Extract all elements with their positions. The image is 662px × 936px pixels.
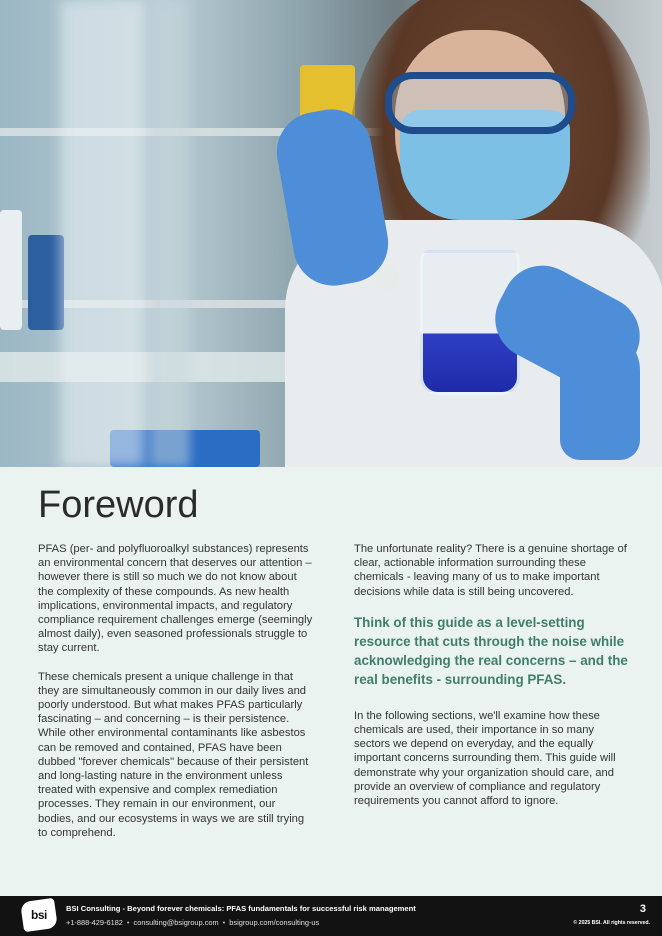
copyright: © 2025 BSI. All rights reserved. [573, 920, 650, 926]
hero-photo [0, 0, 662, 467]
right-column [354, 542, 632, 822]
foreground-blur [60, 0, 145, 467]
page-title: Foreword [38, 484, 199, 526]
pull-quote: Think of this guide as a level-setting resource that cuts through the noise while acknowledging the real concerns – and the real benefits - surrounding PFAS. [354, 614, 628, 687]
page-number: 3 [639, 903, 646, 915]
left-column [38, 542, 314, 854]
right-glove-wrist [560, 330, 640, 460]
body-paragraph: PFAS (per- and polyfluoroalkyl substances) represents an environmental concern that deserves our attention – however there is still so much we do not know about the complexity of these compounds. As new health implications, environmental impacts, and regulatory compliance requirement challenges emerge (seemingly almost daily), even seasoned professionals struggle to stay current. [38, 543, 313, 655]
lab-bottle [28, 235, 64, 330]
safety-goggles [385, 72, 575, 134]
page-footer [0, 896, 662, 936]
separator: • [126, 918, 130, 927]
footer-contact [66, 918, 319, 927]
lab-bottle [0, 210, 22, 330]
bsi-logo [20, 898, 58, 932]
body-paragraph: The unfortunate reality? There is a genuine shortage of clear, actionable information surrounding these chemicals - leaving many of us to make important decisions while data is still being uncovered. [354, 543, 627, 598]
body-paragraph: In the following sections, we'll examine how these chemicals are used, their importance in so many sectors we depend on everyday, and the equally important concerns surrounding them. This guide will demonstrate why your organization should care, and provide an overview of compliance and regulatory requirements you cannot afford to ignore. [354, 709, 616, 808]
email-link[interactable]: consulting@bsigroup.com [133, 918, 219, 927]
footer-title: BSI Consulting - Beyond forever chemicals: PFAS fundamentals for successful risk management [66, 904, 416, 913]
website-link[interactable]: bsigroup.com/consulting-us [229, 918, 320, 927]
phone-number[interactable]: +1-888-429-6182 [66, 918, 123, 927]
separator: • [222, 918, 226, 927]
foreground-blur [150, 0, 190, 467]
body-paragraph: These chemicals present a unique challenge in that they are simultaneously common in our daily lives and poorly understood. But what makes PFAS particularly fascinating – and concerning – is their persistence. While other environmental contaminants like asbestos can be removed and contained, PFAS have been dubbed "forever chemicals" because of their persistent and long-lasting nature in the environment unless treated with expensive and complex remediation processes. They remain in our environment, our bodies, and our ecosystems in ways we are still trying to comprehend. [38, 670, 309, 839]
logo-text: bsi [31, 908, 47, 922]
